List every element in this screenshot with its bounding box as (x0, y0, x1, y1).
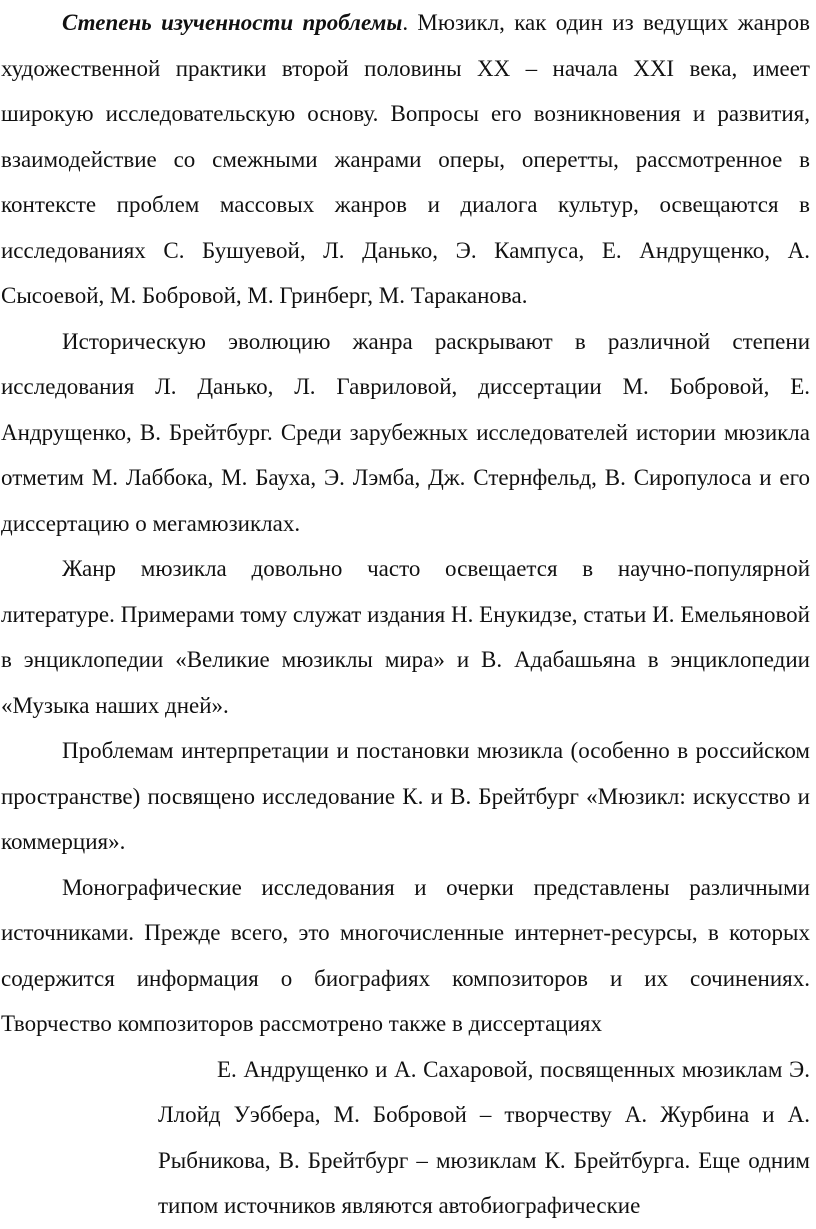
paragraph-intro-text: . Мюзикл, как один из ведущих жанров художественной практики второй половины ХХ – начала XXI века, имеет широкую исследовательскую основу. Вопросы его возникновения и развития, взаимодействие со смежными жанрами оперы, оперетты, рассмотренное в контексте проблем массовых жанров и диалога культур, освещаются в исследованиях С. Бушуевой, Л. Данько, Э. Кампуса, Е. Андрущенко, А. Сысоевой, М. Бобровой, М. Гринберг, М. Тараканова. (1, 10, 810, 308)
paragraph-intro (1, 0, 810, 319)
section-lead-heading: Степень изученности проблемы (62, 10, 403, 35)
paragraph-continuation: Е. Андрущенко и А. Сахаровой, посвященных мюзиклам Э. Ллойд Уэббера, М. Бобровой – творчеству А. Журбина и А. Рыбникова, В. Брейтбург – мюзиклам К. Брейтбурга. Еще одним типом источников являются автобиографические (158, 1056, 810, 1218)
paragraph-interpretation: Проблемам интерпретации и постановки мюзикла (особенно в российском пространстве) посвящено исследование К. и В. Брейтбург «Мюзикл: искусство и коммерция». (1, 738, 810, 854)
paragraph-monographs: Монографические исследования и очерки представлены различными источниками. Прежде всего, это многочисленные интернет-ресурсы, в которых содержится информация о биографиях композиторов и их сочинениях. Творчество композиторов рассмотрено также в диссертациях (1, 874, 810, 1036)
paragraph-historical-evolution: Историческую эволюцию жанра раскрывают в различной степени исследования Л. Данько, Л. Гавриловой, диссертации М. Бобровой, Е. Андрущенко, В. Брейтбург. Среди зарубежных исследователей истории мюзикла отметим М. Лаббока, М. Бауха, Э. Лэмба, Дж. Стернфельд, В. Сиропулоса и его диссертацию о мегамюзиклах. (1, 328, 810, 536)
paragraph-popular-literature: Жанр мюзикла довольно часто освещается в научно-популярной литературе. Примерами тому служат издания Н. Енукидзе, статьи И. Емельяновой в энциклопедии «Великие мюзиклы мира» и В. Адабашьяна в энциклопедии «Музыка наших дней». (1, 556, 810, 718)
